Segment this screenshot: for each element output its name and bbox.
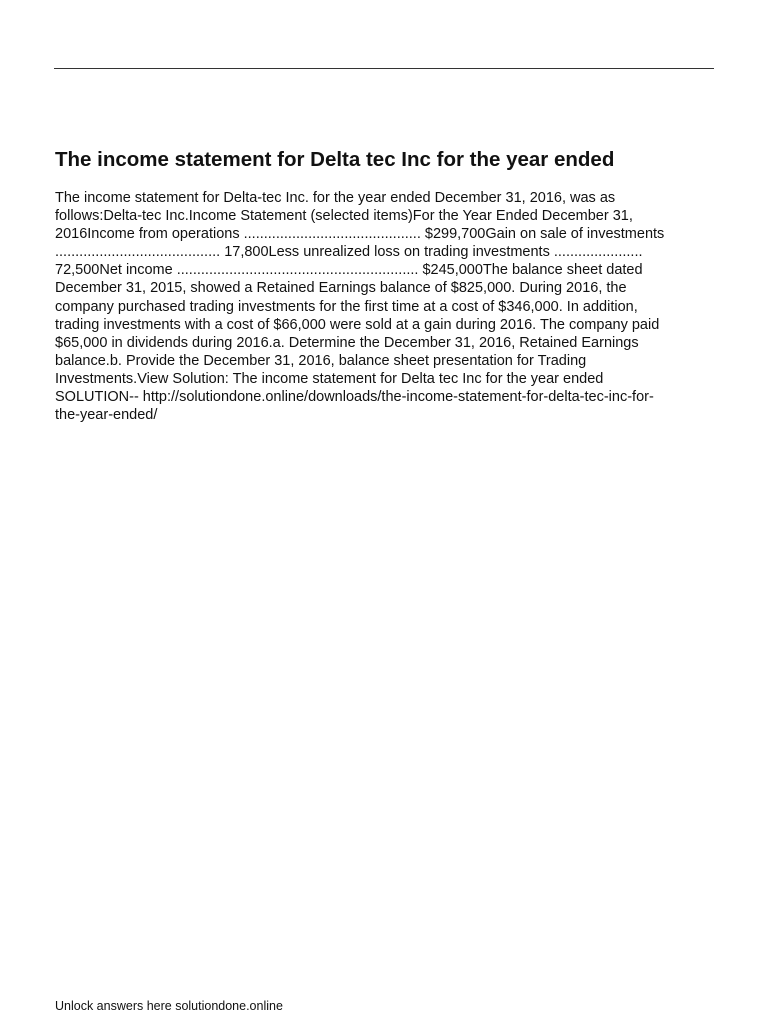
body-line: December 31, 2015, showed a Retained Earnings balance of $825,000. During 2016, the [55, 280, 627, 297]
body-line-solution-link-end[interactable]: the-year-ended/ [55, 407, 158, 424]
body-line-solution-link[interactable]: SOLUTION-- http://solutiondone.online/downloads/the-income-statement-for-delta-tec-inc-for- [55, 389, 654, 406]
body-line: The income statement for Delta-tec Inc. for the year ended December 31, 2016, was as [55, 190, 616, 206]
body-line: trading investments with a cost of $66,000 were sold at a gain during 2016. The company paid [55, 316, 660, 333]
body-line: company purchased trading investments for the first time at a cost of $346,000. In addition, [55, 298, 638, 315]
document-title: The income statement for Delta tec Inc for the year ended [55, 148, 615, 171]
footer-unlock-note: Unlock answers here solutiondone.online [55, 999, 283, 1013]
body-line: 72,500Net income ............................................................ $245,000The balance sheet dated [55, 262, 643, 279]
body-line: balance.b. Provide the December 31, 2016, balance sheet presentation for Trading [55, 352, 587, 369]
document-body [55, 189, 717, 424]
body-line: follows:Delta-tec Inc.Income Statement (selected items)For the Year Ended December 31, [55, 208, 633, 225]
body-line: $65,000 in dividends during 2016.a. Determine the December 31, 2016, Retained Earnings [55, 334, 639, 351]
top-divider [54, 68, 714, 69]
body-line: ......................................... 17,800Less unrealized loss on trading investments ...................... [55, 244, 643, 261]
body-line: Investments.View Solution: The income statement for Delta tec Inc for the year ended [55, 370, 604, 387]
body-line: 2016Income from operations ............................................ $299,700Gain on sale of investments [55, 226, 665, 243]
